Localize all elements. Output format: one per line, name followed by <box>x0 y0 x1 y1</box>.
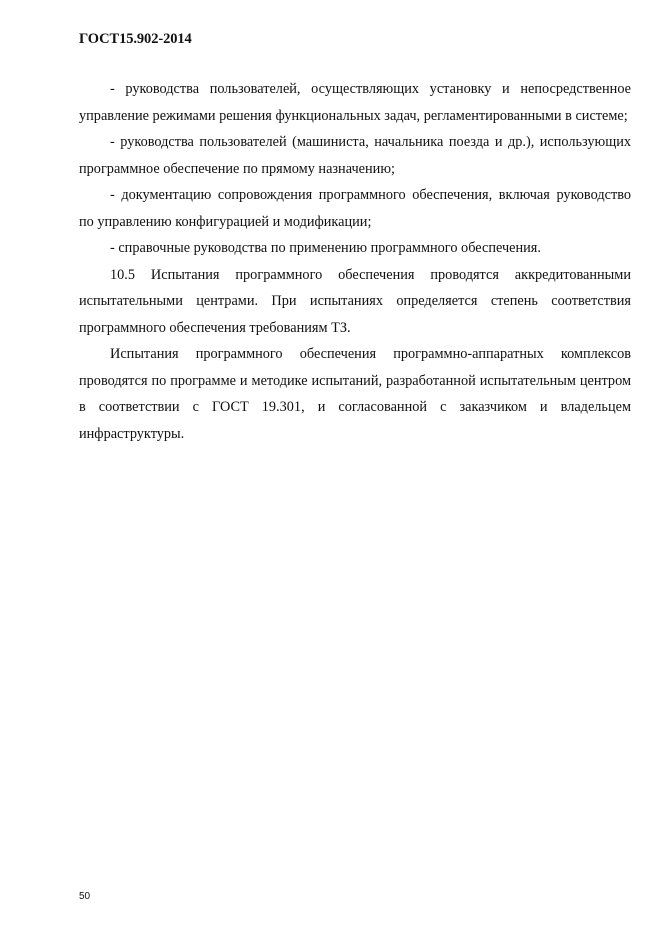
page-number: 50 <box>79 891 91 902</box>
section-10-5-paragraph: 10.5 Испытания программного обеспечения проводятся аккредитованными испытательными центрами. При испытаниях определяется степень соответствия программного обеспечения требованиям ТЗ. <box>79 266 631 336</box>
list-item-reference-manuals: - справочные руководства по применению программного обеспечения. <box>110 240 541 256</box>
list-item-maintenance-docs: - документацию сопровождения программного обеспечения, включая руководство по управлению конфигурацией и модификации; <box>79 187 631 230</box>
list-item-user-manuals-operators: - руководства пользователей (машиниста, начальника поезда и др.), использующих программное обеспечение по прямому назначению; <box>79 134 631 177</box>
document-code-header: ГОСТ15.902-2014 <box>79 31 192 47</box>
list-item-user-manuals-install: - руководства пользователей, осуществляющих установку и непосредственное управление режимами решения функциональных задач, регламентированными в системе; <box>79 81 631 124</box>
document-body <box>79 76 631 447</box>
testing-paragraph: Испытания программного обеспечения программно-аппаратных комплексов проводятся по программе и методике испытаний, разработанной испытательным центром в соответствии с ГОСТ 19.301, и согласованной с заказчиком и владельцем инфраструктуры. <box>79 346 631 442</box>
